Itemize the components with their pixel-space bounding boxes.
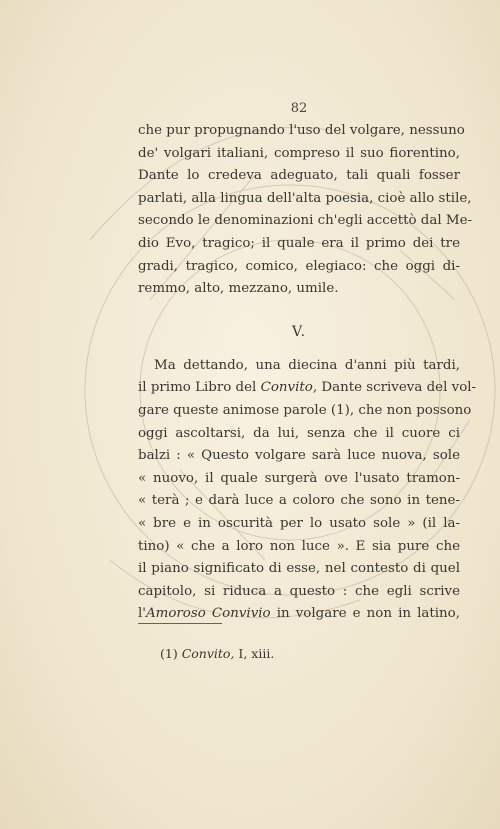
footnote-marker: (1) — [160, 646, 182, 661]
text-column — [138, 98, 477, 626]
text-line — [138, 423, 460, 446]
text-run: « nuovo, il quale surgerà ove l'usato tramon- — [138, 470, 460, 486]
text-run: tino) « che a loro non luce ». E sia pure che — [138, 538, 460, 554]
text-run: « terà ; e darà luce a coloro che sono in tene- — [138, 493, 460, 509]
text-line: remmo, alto, mezzano, umile. — [138, 281, 339, 297]
text-run: Dante scriveva del vol- — [317, 380, 477, 396]
italic-title: Convito, — [260, 380, 318, 396]
footnote-separator — [138, 623, 222, 624]
text-line — [138, 355, 460, 378]
text-run: capitolo, si riduca a questo : che egli scrive — [138, 583, 460, 599]
text-line — [138, 536, 460, 559]
text-line — [138, 468, 460, 491]
text-run: il piano significato di esse, nel contesto di quel — [138, 561, 460, 577]
page-number: 82 — [290, 101, 308, 116]
text-line: de' volgari italiani, compreso il suo fiorentino, — [138, 145, 460, 161]
text-line: dio Evo, tragico; il quale era il primo dei tre — [138, 235, 460, 251]
italic-title: Amoroso Convivio — [145, 606, 271, 622]
footnote-title: Convito, — [181, 646, 235, 661]
text-line: parlati, alla lingua dell'alta poesia, cioè allo stile, — [138, 190, 472, 206]
text-run: balzi : « Questo volgare sarà luce nuova, sole — [138, 448, 460, 464]
text-line: che pur propugnando l'uso del volgare, nessuno — [138, 123, 465, 138]
text-line: Dante lo credeva adeguato, tali quali fosser — [138, 168, 460, 184]
text-run: gare queste animose parole (1), che non possono — [138, 402, 472, 418]
text-line — [138, 445, 460, 468]
text-run: « bre e in oscurità per lo usato sole » (il la- — [138, 515, 460, 531]
section-heading: V. — [291, 323, 307, 340]
text-line — [138, 558, 460, 581]
text-line: secondo le denominazioni ch'egli accettò dal Me- — [138, 213, 473, 229]
text-run: in volgare e non in latino, — [270, 606, 461, 622]
paragraph-1 — [138, 120, 473, 301]
text-run: il primo Libro del — [138, 380, 261, 396]
text-line — [138, 490, 460, 513]
text-line — [138, 400, 472, 423]
text-run: l' — [138, 606, 146, 622]
text-line: gradi, tragico, comico, elegiaco: che oggi di- — [138, 258, 460, 274]
text-line — [138, 581, 460, 604]
paragraph-2 — [138, 355, 477, 626]
footnote-reference: I, xiii. — [234, 646, 275, 661]
text-line — [138, 513, 460, 536]
text-run: Ma dettando, una diecina d'anni più tardi, — [154, 357, 460, 373]
text-line — [138, 377, 477, 400]
footnote — [160, 646, 274, 661]
text-run: oggi ascoltarsi, da lui, senza che il cuore ci — [138, 425, 460, 441]
